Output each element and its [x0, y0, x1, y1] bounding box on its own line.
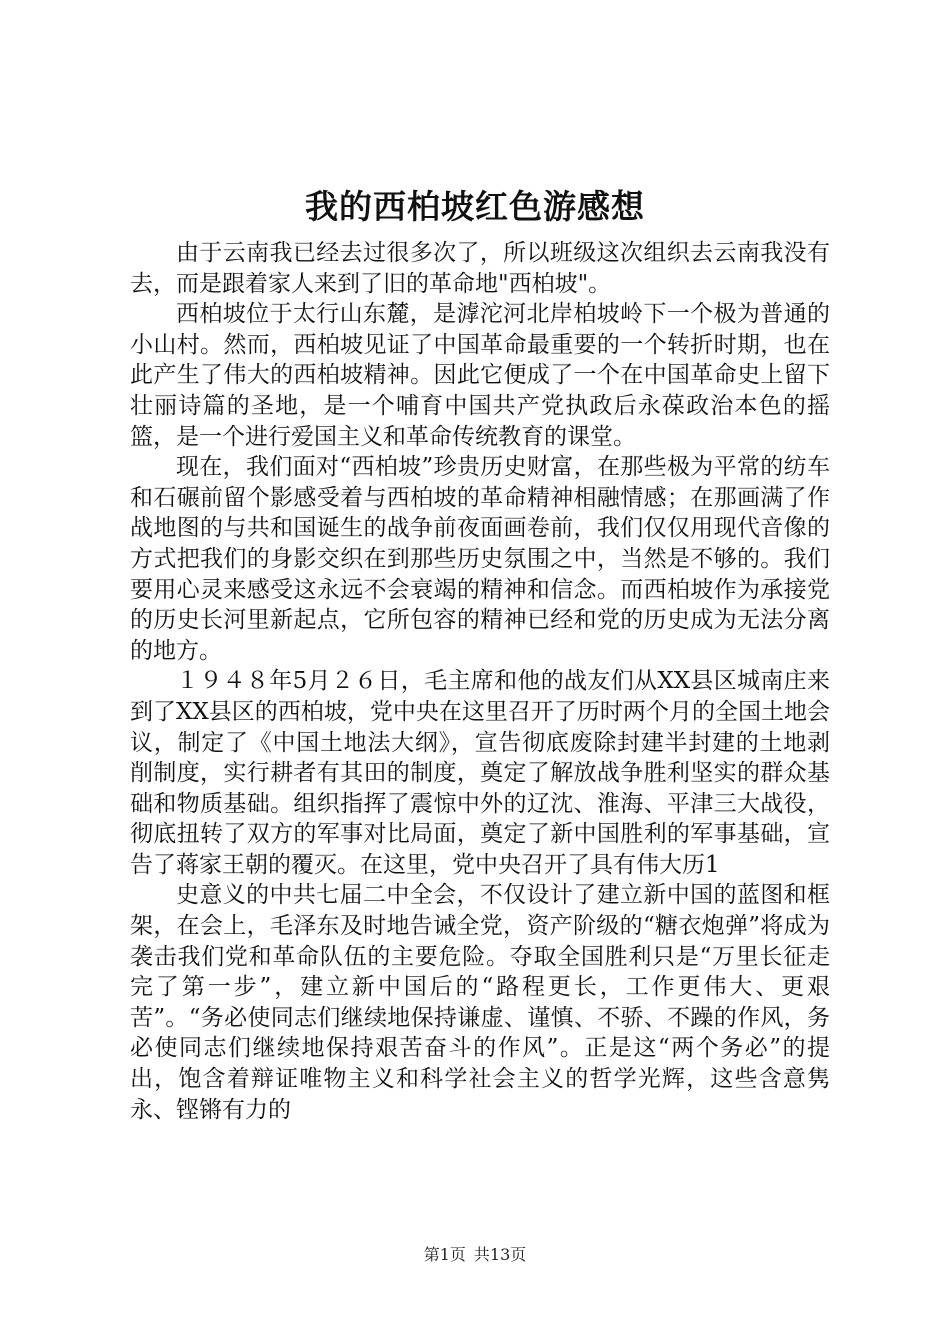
document-body	[130, 238, 830, 1125]
page-number: 第1页	[423, 1245, 466, 1264]
document-title: 我的西柏坡红色游感想	[305, 187, 645, 226]
page-footer	[0, 1243, 950, 1267]
paragraph: 史意义的中共七届二中全会，不仅设计了建立新中国的蓝图和框架，在会上，毛泽东及时地告诫全党，资产阶级的“糖衣炮弹”将成为袭击我们党和革命队伍的主要危险。夺取全国胜利只是“万里长征走完了第一步”，建立新中国后的“路程更长，工作更伟大、更艰苦”。“务必使同志们继续地保持谦虚、谨慎、不骄、不躁的作风，务必使同志们继续地保持艰苦奋斗的作风”。正是这“两个务必”的提出，饱含着辩证唯物主义和科学社会主义的哲学光辉，这些含意隽永、铿锵有力的	[130, 882, 830, 1123]
paragraph: １９４８年5月２６日，毛主席和他的战友们从XX县区城南庄来到了XX县区的西柏坡，党中央在这里召开了历时两个月的全国土地会议，制定了《中国土地法大纲》，宣告彻底废除封建半封建的土地剥削制度，实行耕者有其田的制度，奠定了解放战争胜利坚实的群众基础和物质基础。组织指挥了震惊中外的辽沈、淮海、平津三大战役，彻底扭转了双方的军事对比局面，奠定了新中国胜利的军事基础，宣告了蒋家王朝的覆灭。在这里，党中央召开了具有伟大历1	[130, 668, 830, 878]
paragraph: 由于云南我已经去过很多次了，所以班级这次组织去云南我没有去，而是跟着家人来到了旧的革命地"西柏坡"。	[130, 240, 830, 297]
paragraph: 西柏坡位于太行山东麓，是滹沱河北岸柏坡岭下一个极为普通的小山村。然而，西柏坡见证了中国革命最重要的一个转折时期，也在此产生了伟大的西柏坡精神。因此它便成了一个在中国革命史上留下壮丽诗篇的圣地，是一个哺育中国共产党执政后永葆政治本色的摇篮，是一个进行爱国主义和革命传统教育的课堂。	[130, 301, 830, 450]
page-total: 共13页	[473, 1245, 527, 1264]
paragraph: 现在，我们面对“西柏坡”珍贵历史财富，在那些极为平常的纺车和石碾前留个影感受着与西柏坡的革命精神相融情感；在那画满了作战地图的与共和国诞生的战争前夜面画卷前，我们仅仅用现代音像的方式把我们的身影交织在到那些历史氛围之中，当然是不够的。我们要用心灵来感受这永远不会衰竭的精神和信念。而西柏坡作为承接党的历史长河里新起点，它所包容的精神已经和党的历史成为无法分离的地方。	[130, 454, 830, 664]
